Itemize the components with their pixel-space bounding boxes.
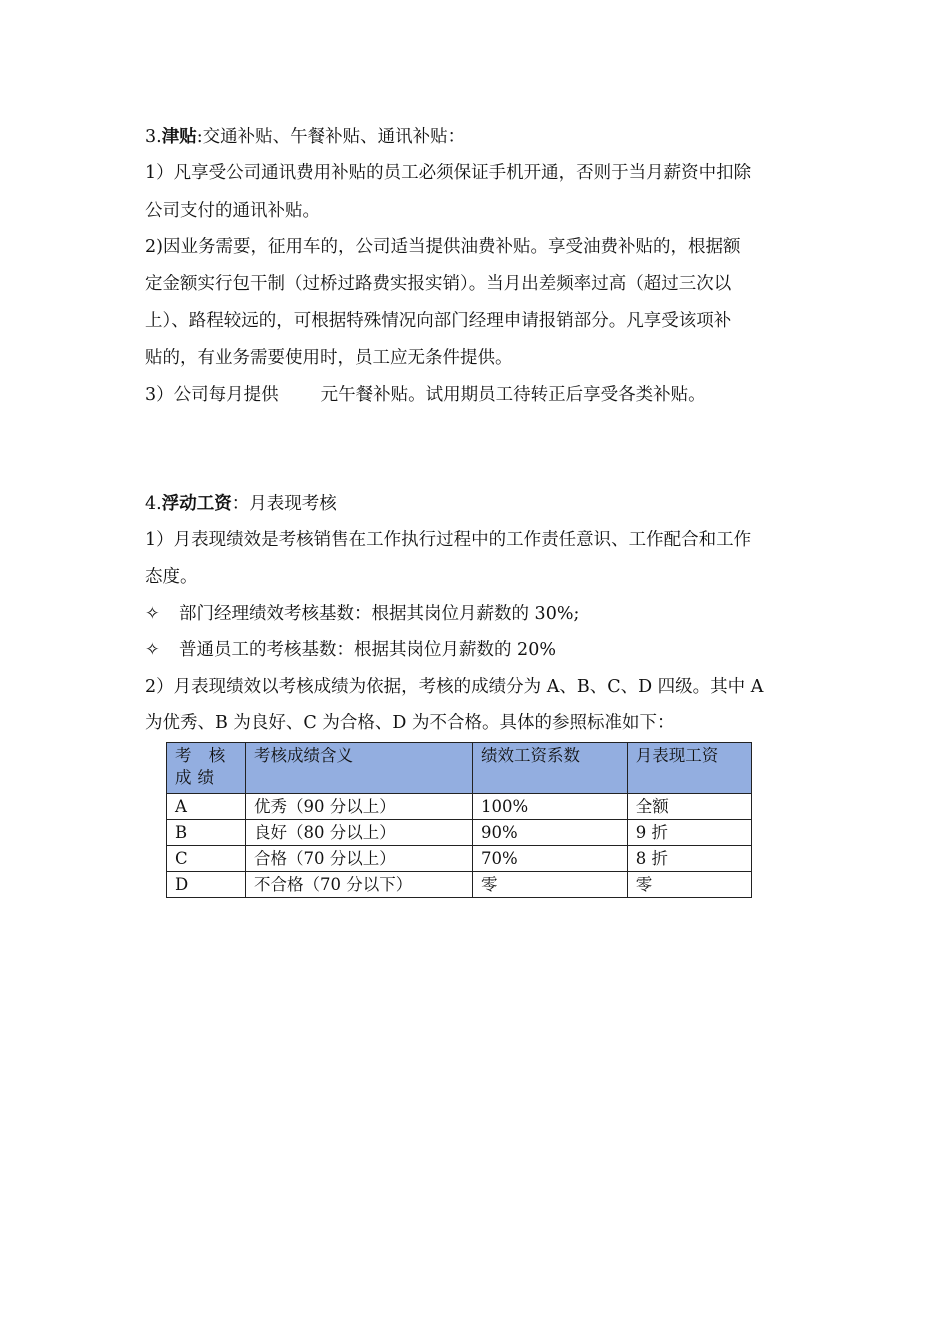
- cell-meaning: 优秀（90 分以上）: [246, 794, 473, 820]
- table-header-row: [167, 743, 752, 794]
- cell-monthly-pay: 9 折: [627, 820, 751, 846]
- header-monthly-pay: 月表现工资: [627, 743, 751, 794]
- bullet-diamond-icon: ✧: [145, 640, 160, 660]
- lunch-text-before: 3）公司每月提供: [145, 385, 279, 405]
- cell-coefficient: 70%: [473, 846, 628, 872]
- cell-coefficient: 零: [473, 872, 628, 898]
- section3-paragraph-line: 上）、路程较远的，可根据特殊情况向部门经理申请报销部分。凡享受该项补: [145, 311, 732, 331]
- section3-paragraph-line: 1）凡享受公司通讯费用补贴的员工必须保证手机开通，否则于当月薪资中扣除: [145, 163, 752, 183]
- section3-heading: [145, 125, 465, 149]
- section4-paragraph-line: 为优秀、B 为良好、C 为合格、D 为不合格。具体的参照标准如下：: [145, 713, 675, 733]
- cell-meaning: 良好（80 分以上）: [246, 820, 473, 846]
- section3-paragraph-line: 2)因业务需要，征用车的，公司适当提供油费补贴。享受油费补贴的，根据额: [145, 237, 741, 257]
- section3-title: 津贴: [161, 127, 197, 147]
- grade-table: [166, 742, 752, 898]
- cell-meaning: 不合格（70 分以下）: [246, 872, 473, 898]
- cell-meaning: 合格（70 分以上）: [246, 846, 473, 872]
- bullet-text: 普通员工的考核基数：根据其岗位月薪数的 20%: [179, 640, 556, 660]
- header-meaning: 考核成绩含义: [246, 743, 473, 794]
- section3-paragraph-line: 定金额实行包干制（过桥过路费实报实销）。当月出差频率过高（超过三次以: [145, 274, 732, 294]
- cell-grade: C: [167, 846, 246, 872]
- cell-monthly-pay: 8 折: [627, 846, 751, 872]
- cell-grade: D: [167, 872, 246, 898]
- section4-paragraph-line: 1）月表现绩效是考核销售在工作执行过程中的工作责任意识、工作配合和工作: [145, 530, 752, 550]
- cell-grade: A: [167, 794, 246, 820]
- table-row: [167, 872, 752, 898]
- section4-heading: [145, 492, 337, 516]
- section3-subtitle: :交通补贴、午餐补贴、通讯补贴：: [196, 127, 466, 147]
- table-row: [167, 846, 752, 872]
- section3-paragraph-line: 公司支付的通讯补贴。: [145, 201, 320, 221]
- header-coefficient: 绩效工资系数: [473, 743, 628, 794]
- section4-paragraph-line: 态度。: [145, 567, 198, 587]
- lunch-text-after: 元午餐补贴。试用期员工待转正后享受各类补贴。: [320, 385, 706, 405]
- table-row: [167, 820, 752, 846]
- section3-paragraph-line: 贴的，有业务需要使用时，员工应无条件提供。: [145, 348, 513, 368]
- table-row: [167, 794, 752, 820]
- section4-paragraph-line: 2）月表现绩效以考核成绩为依据，考核的成绩分为 A、B、C、D 四级。其中 A: [145, 677, 764, 697]
- cell-coefficient: 90%: [473, 820, 628, 846]
- bullet-item: [145, 638, 556, 662]
- section3-lunch-line: [145, 383, 706, 407]
- cell-monthly-pay: 全额: [627, 794, 751, 820]
- section4-number: 4.: [145, 494, 162, 514]
- bullet-diamond-icon: ✧: [145, 604, 160, 624]
- section4-subtitle: ：月表现考核: [231, 494, 337, 514]
- bullet-item: [145, 602, 579, 626]
- cell-grade: B: [167, 820, 246, 846]
- bullet-text: 部门经理绩效考核基数：根据其岗位月薪数的 30%;: [179, 604, 580, 624]
- section4-title: 浮动工资: [161, 494, 232, 514]
- cell-coefficient: 100%: [473, 794, 628, 820]
- cell-monthly-pay: 零: [627, 872, 751, 898]
- section3-number: 3.: [145, 127, 162, 147]
- header-grade: 考 核 成绩: [167, 743, 246, 794]
